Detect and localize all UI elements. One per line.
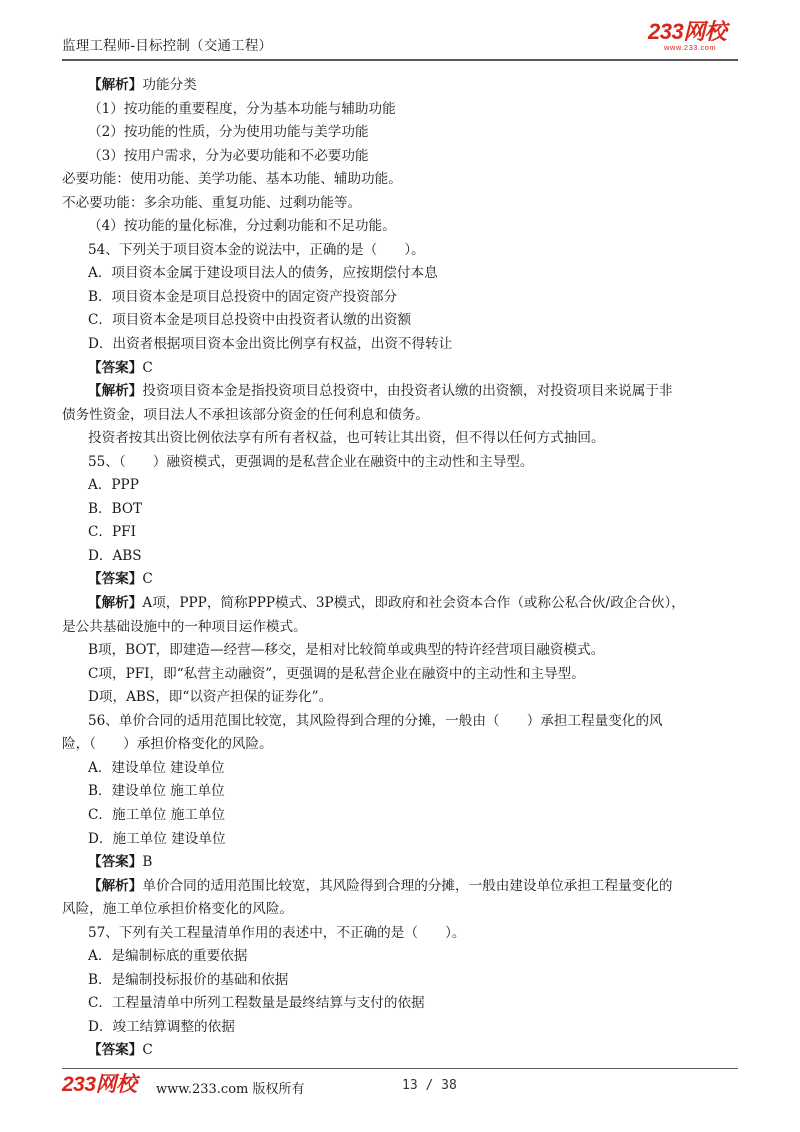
line-text: （4）按功能的量化标准，分过剩功能和不足功能。 [88,218,396,235]
line-text: D．施工单位 建设单位 [88,830,226,847]
line-tag: 【答案】 [88,854,143,871]
line-tag: 【解析】 [88,595,143,612]
line-text: A．项目资本金属于建设项目法人的债务，应按期偿付本息 [88,265,438,282]
line-text: 56、单价合同的适用范围比较宽，其风险得到合理的分摊，一般由（ ）承担工程量变化的风 [88,712,663,729]
text-line [62,309,742,333]
line-text: （2）按功能的性质，分为使用功能与美学功能 [88,124,369,141]
text-line [62,828,742,852]
text-line [62,686,742,710]
text-line [62,357,742,381]
text-line [62,98,742,122]
text-line [62,380,742,404]
brand-logo [648,20,738,56]
text-line [62,545,742,569]
line-tag: 【答案】 [88,359,143,376]
line-tag: 【答案】 [88,571,143,588]
line-text: A．建设单位 建设单位 [88,759,225,776]
text-line [62,992,742,1016]
text-line [62,898,742,922]
line-text: 单价合同的适用范围比较宽，其风险得到合理的分摊，一般由建设单位承担工程量变化的 [142,877,673,894]
text-line [62,427,742,451]
copyright-text: www.233.com 版权所有 [156,1082,305,1097]
page-footer [62,1072,738,1102]
text-line [62,710,742,734]
document-title: 监理工程师-目标控制（交通工程） [62,38,273,54]
page-number: 13 / 38 [402,1078,457,1093]
text-line [62,262,742,286]
line-text: 投资项目资本金是指投资项目总投资中，由投资者认缴的出资额，对投资项目来说属于非 [142,383,673,400]
text-line [62,969,742,993]
line-text: 57、下列有关工程量清单作用的表述中，不正确的是（ ）。 [88,924,466,941]
text-line [62,168,742,192]
logo-mark: 233网校 [648,19,727,44]
text-line [62,145,742,169]
text-line [62,663,742,687]
footer-divider [62,1068,738,1069]
line-text: C项，PFI，即“私营主动融资”，更强调的是私营企业在融资中的主动性和主导型。 [88,665,585,682]
logo-url: www.233.com [664,43,717,52]
text-line [62,404,742,428]
line-text: 风险，施工单位承担价格变化的风险。 [62,901,294,918]
line-text: B [142,854,153,871]
text-line [62,239,742,263]
line-text: 投资者按其出资比例依法享有所有者权益，也可转让其出资，但不得以任何方式抽回。 [88,430,605,447]
page-header [62,19,738,58]
line-text: 是公共基础设施中的一种项目运作模式。 [62,618,307,635]
line-text: 54、下列关于项目资本金的说法中，正确的是（ ）。 [88,241,425,258]
text-line [62,1016,742,1040]
text-line [62,74,742,98]
line-text: A项，PPP，简称PPP模式、3P模式，即政府和社会资本合作（或称公私合伙/政企合伙）， [142,595,685,612]
footer-logo: 233网校 [62,1073,137,1096]
text-line [62,875,742,899]
header-divider [62,59,738,61]
line-text: C．项目资本金是项目总投资中由投资者认缴的出资额 [88,312,412,329]
line-text: A．PPP [88,477,139,494]
text-line [62,922,742,946]
text-line [62,474,742,498]
line-text: D项，ABS，即“以资产担保的证券化”。 [88,689,333,706]
text-line [62,521,742,545]
line-text: B．项目资本金是项目总投资中的固定资产投资部分 [88,288,398,305]
text-line [62,592,742,616]
text-line [62,121,742,145]
text-line [62,616,742,640]
line-text: C [142,1042,153,1059]
text-line [62,498,742,522]
text-line [62,192,742,216]
text-line [62,215,742,239]
line-text: B项，BOT，即建造—经营—移交，是相对比较简单或典型的特许经营项目融资模式。 [88,642,605,659]
line-tag: 【解析】 [88,877,143,894]
document-body [62,74,742,1063]
line-tag: 【答案】 [88,1042,143,1059]
line-text: B．建设单位 施工单位 [88,783,225,800]
line-text: B．是编制投标报价的基础和依据 [88,971,289,988]
text-line [62,639,742,663]
line-text: D．出资者根据项目资本金出资比例享有权益，出资不得转让 [88,336,453,353]
line-text: C．工程量清单中所列工程数量是最终结算与支付的依据 [88,995,425,1012]
line-text: 险，（ ）承担价格变化的风险。 [62,736,273,753]
text-line [62,333,742,357]
line-text: 功能分类 [142,77,197,93]
line-text: C [142,359,153,376]
line-text: C．PFI [88,524,136,541]
line-text: 必要功能：使用功能、美学功能、基本功能、辅助功能。 [62,171,402,188]
line-text: 不必要功能：多余功能、重复功能、过剩功能等。 [62,194,362,211]
text-line [62,733,742,757]
line-text: C [142,571,153,588]
text-line [62,451,742,475]
text-line [62,568,742,592]
line-text: （3）按用户需求，分为必要功能和不必要功能 [88,147,369,164]
line-tag: 【解析】 [88,77,143,93]
line-text: D．竣工结算调整的依据 [88,1018,235,1035]
text-line [62,286,742,310]
line-text: C．施工单位 施工单位 [88,806,226,823]
text-line [62,780,742,804]
line-text: 债务性资金，项目法人不承担该部分资金的任何利息和债务。 [62,406,430,423]
text-line [62,1039,742,1063]
line-text: A．是编制标底的重要依据 [88,948,248,965]
text-line [62,757,742,781]
line-text: D．ABS [88,547,142,564]
line-text: （1）按功能的重要程度，分为基本功能与辅助功能 [88,100,396,117]
line-text: 55、（ ）融资模式，更强调的是私营企业在融资中的主动性和主导型。 [88,453,534,470]
line-text: B．BOT [88,500,143,517]
text-line [62,804,742,828]
line-tag: 【解析】 [88,383,143,400]
text-line [62,851,742,875]
text-line [62,945,742,969]
